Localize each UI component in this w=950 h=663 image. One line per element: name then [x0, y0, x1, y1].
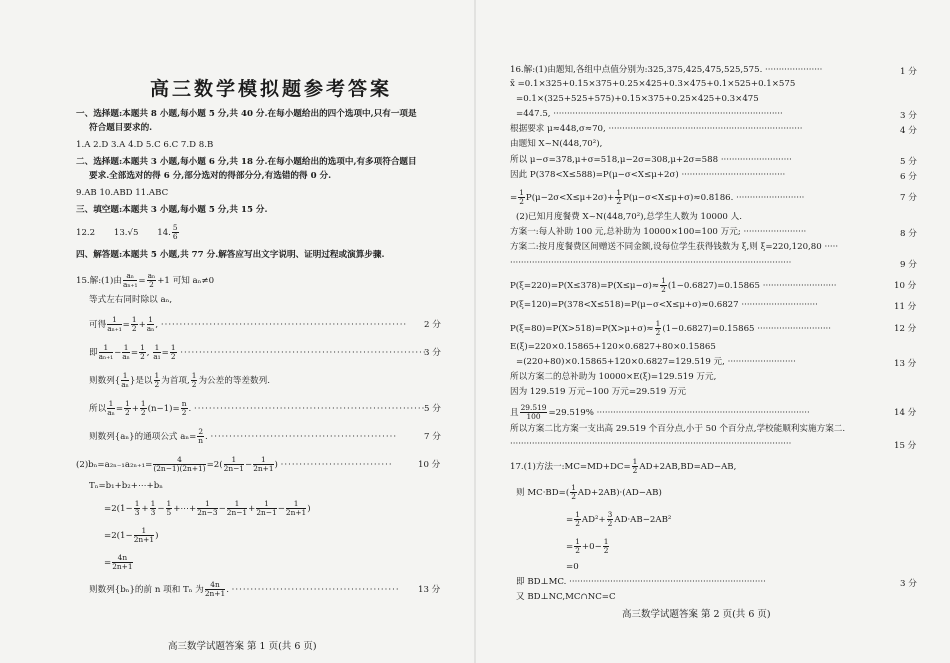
p16-line-8: 因此 P(378<X≤588)=P(μ−σ<X≤μ+2σ) ······································	[510, 170, 786, 180]
p16-line-7: 所以 μ−σ=378,μ+σ=518,μ−2σ=308,μ+2σ=588 ··························	[510, 155, 792, 165]
score-r13: 13 分	[894, 359, 917, 369]
problem-15-line-13: 则数列{bₙ}的前 n 项和 Tₙ 为 $\frac{4n}{2n+1}$ . ·············································	[89, 580, 400, 598]
p17-line-7: 又 BD⊥NC,MC∩NC=C	[516, 592, 616, 602]
section-4-heading: 四、解答题:本题共 5 小题,共 77 分.解答应写出文字说明、证明过程或演算步骤.	[76, 250, 385, 260]
p16-line-11: 方案一:每人补助 100 元,总补助为 10000×100=100 万元; ·······················	[510, 227, 807, 237]
score-r3: 3 分	[900, 111, 917, 121]
p16-line-17: =(220+80)×0.15865+120×0.6827=129.519 元, ·························	[516, 357, 796, 367]
score-r4: 4 分	[900, 126, 917, 136]
p16-line-16: E(ξ)=220×0.15865+120×0.6827+80×0.15865	[510, 342, 716, 352]
section-1-heading-cont: 符合题目要求的.	[89, 123, 153, 133]
score-r15: 15 分	[894, 441, 917, 451]
p16-line-2: x̄ =0.1×325+0.15×375+0.25×425+0.3×475+0.1×525+0.1×575	[510, 79, 796, 89]
section-2-heading-cont: 要求.全部选对的得 6 分,部分选对的得部分分,有选错的得 0 分.	[89, 171, 332, 181]
p16-line-14: P(ξ=120)=P(378<X≤518)=P(μ−σ<X≤μ+σ)≈0.6827 ····························	[510, 300, 818, 310]
problem-15-line-12: = $\frac{4n}{2n+1}$	[104, 553, 133, 571]
p16-line-13: P(ξ=220)=P(X≤378)=P(X≤μ−σ)≈ $\frac{1}{2}$ (1−0.6827)=0.15865 ···························	[510, 276, 837, 294]
p16-line-12: 方案二:按月度餐费区间赠送不同金额,设每位学生获得钱数为 ξ,则 ξ=220,120,80 ·····	[510, 242, 839, 252]
p16-line-19: 因为 129.519 万元−100 万元=29.519 万元	[510, 387, 687, 397]
answer-13: 13.√5	[113, 228, 139, 238]
page-title: 高三数学模拟题参考答案	[150, 78, 393, 100]
score-3: 3 分	[424, 348, 441, 358]
score-r8: 8 分	[900, 229, 917, 239]
p16-line-10: (2)已知月度餐费 X~N(448,70²),总学生人数为 10000 人.	[516, 212, 742, 222]
p16-dots-line: ·······································································································	[510, 258, 792, 268]
problem-15-line-4: 即 $\frac{1}{\text{aₙ₊₁}}$ − $\frac{1}{\text{aₙ}}$ = $\frac{1}{2}$ , $\frac{1}{\text{a₁}}$ = $\frac{1}{2}$ ··································································	[89, 343, 427, 361]
problem-15-line-6: 所以 $\frac{1}{\text{aₙ}}$ = $\frac{1}{2}$ + $\frac{1}{2}$ (n−1)= $\frac{n}{2}$ . ······························································	[89, 399, 426, 417]
score-r6: 6 分	[900, 172, 917, 182]
answer-page-1	[0, 0, 474, 663]
p16-line-15: P(ξ=80)=P(X>518)=P(X>μ+σ)≈ $\frac{1}{2}$ (1−0.6827)=0.15865 ···························	[510, 319, 832, 337]
answer-page-2	[476, 0, 950, 663]
problem-15-line-9: Tₙ=b₁+b₂+⋯+bₙ	[89, 481, 163, 491]
score-10: 10 分	[418, 460, 441, 470]
p17-line-4: = $\frac{1}{2}$ +0− $\frac{1}{2}$	[566, 537, 609, 555]
p16-line-5: 根据要求 μ≈448,σ≈70, ·······································································	[510, 124, 803, 134]
problem-15-line-2: 等式左右同时除以 aₙ,	[89, 295, 173, 305]
score-r7: 7 分	[900, 193, 917, 203]
section-3-heading: 三、填空题:本题共 3 小题,每小题 5 分,共 15 分.	[76, 205, 268, 215]
problem-15-line-1: 15.解:(1)由 $\frac{\text{aₙ}}{\text{aₙ₊₁}}$ = $\frac{\text{aₙ}}{2}$ +1 可知 aₙ≠0	[76, 271, 215, 289]
p17-line-5: =0	[566, 562, 579, 572]
score-r12: 12 分	[894, 324, 917, 334]
score-r5: 5 分	[900, 157, 917, 167]
p16-line-9: = $\frac{1}{2}$ P(μ−2σ<X≤μ+2σ)+ $\frac{1}{2}$ P(μ−σ<X≤μ+σ)≈0.8186. ·························	[510, 188, 805, 206]
score-r14: 14 分	[894, 408, 917, 418]
score-7: 7 分	[424, 432, 441, 442]
p16-line-18: 所以方案二的总补助为 10000×E(ξ)=129.519 万元,	[510, 372, 717, 382]
answer-12: 12.2	[76, 228, 96, 238]
problem-15-line-7: 则数列{aₙ}的通项公式 aₙ= $\frac{2}{n}$ . ··················································	[89, 427, 398, 445]
p17-line-6: 即 BD⊥MC. ········································································	[516, 577, 766, 587]
fraction-5-6: $\frac{5}{6}$	[172, 223, 178, 241]
score-r11: 11 分	[894, 302, 917, 312]
problem-15-line-5: 则数列{ $\frac{1}{\text{aₙ}}$ }是以 $\frac{1}{2}$ 为首项, $\frac{1}{2}$ 为公差的等差数列.	[89, 371, 270, 389]
score-5: 5 分	[424, 404, 441, 414]
section-1-answers: 1.A 2.D 3.A 4.D 5.C 6.C 7.D 8.B	[76, 140, 214, 150]
section-2-answers: 9.AB 10.ABD 11.ABC	[76, 188, 169, 198]
problem-15-line-8: (2)bₙ=a₂ₙ₋₁a₂ₙ₊₁= $\frac{4}{(2n-1)(2n+1)}$ =2( $\frac{1}{2n-1}$ − $\frac{1}{2n+1}$ ) ······························	[76, 455, 393, 473]
answer-14: 14.	[157, 228, 171, 238]
section-3-answers	[76, 224, 180, 241]
score-2: 2 分	[424, 320, 441, 330]
p16-line-3: =0.1×(325+525+575)+0.15×375+0.25×425+0.3×475	[516, 94, 759, 104]
score-r9: 9 分	[900, 260, 917, 270]
score-r1: 1 分	[900, 67, 917, 77]
p16-dots-line-2: ·······································································································	[510, 439, 792, 449]
page-footer-2: 高三数学试题答案 第 2 页(共 6 页)	[622, 609, 771, 620]
p16-line-4: =447.5, ····················································································	[516, 109, 783, 119]
problem-15-line-10: =2(1− $\frac{1}{3}$ + $\frac{1}{3}$ − $\frac{1}{5}$ +⋯+ $\frac{1}{2n-3}$ − $\frac{1}{2n-1}$ + $\frac{1}{2n-1}$ − $\frac{1}{2n+1}$ )	[104, 499, 311, 517]
p17-line-1: 17.(1)方法一:MC=MD+DC= $\frac{1}{2}$ AD+2AB,BD=AD−AB,	[510, 457, 737, 475]
problem-15-line-3: 可得 $\frac{1}{\text{aₙ₊₁}}$ = $\frac{1}{2}$ + $\frac{1}{\text{aₙ}}$ , ··································································	[89, 315, 408, 333]
score-r10: 10 分	[894, 281, 917, 291]
page-footer: 高三数学试题答案 第 1 页(共 6 页)	[168, 641, 317, 652]
section-1-heading: 一、选择题:本题共 8 小题,每小题 5 分,共 40 分.在每小题给出的四个选项中,只有一项是	[76, 109, 417, 119]
problem-15-line-11: =2(1− $\frac{1}{2n+1}$ )	[104, 526, 159, 544]
p16-line-20: 且 $\frac{29.519}{100}$ =29.519% ··············································································	[510, 403, 810, 421]
p17-line-2: 则 MC·BD=( $\frac{1}{2}$ AD+2AB)·(AD−AB)	[516, 483, 662, 501]
score-13: 13 分	[418, 585, 441, 595]
score-r3b: 3 分	[900, 579, 917, 589]
section-2-heading: 二、选择题:本题共 3 小题,每小题 6 分,共 18 分.在每小题给出的选项中,有多项符合题目	[76, 157, 417, 167]
p17-line-3: = $\frac{1}{2}$ AD²+ $\frac{3}{2}$ AD·AB−2AB²	[566, 510, 672, 528]
p16-line-1: 16.解:(1)由题知,各组中点值分别为:325,375,425,475,525,575. ·····················	[510, 65, 823, 75]
p16-line-21: 所以方案二比方案一支出高 29.519 个百分点,小于 50 个百分点,学校能顺利实施方案二.	[510, 424, 846, 434]
p16-line-6: 由题知 X~N(448,70²),	[510, 139, 603, 149]
